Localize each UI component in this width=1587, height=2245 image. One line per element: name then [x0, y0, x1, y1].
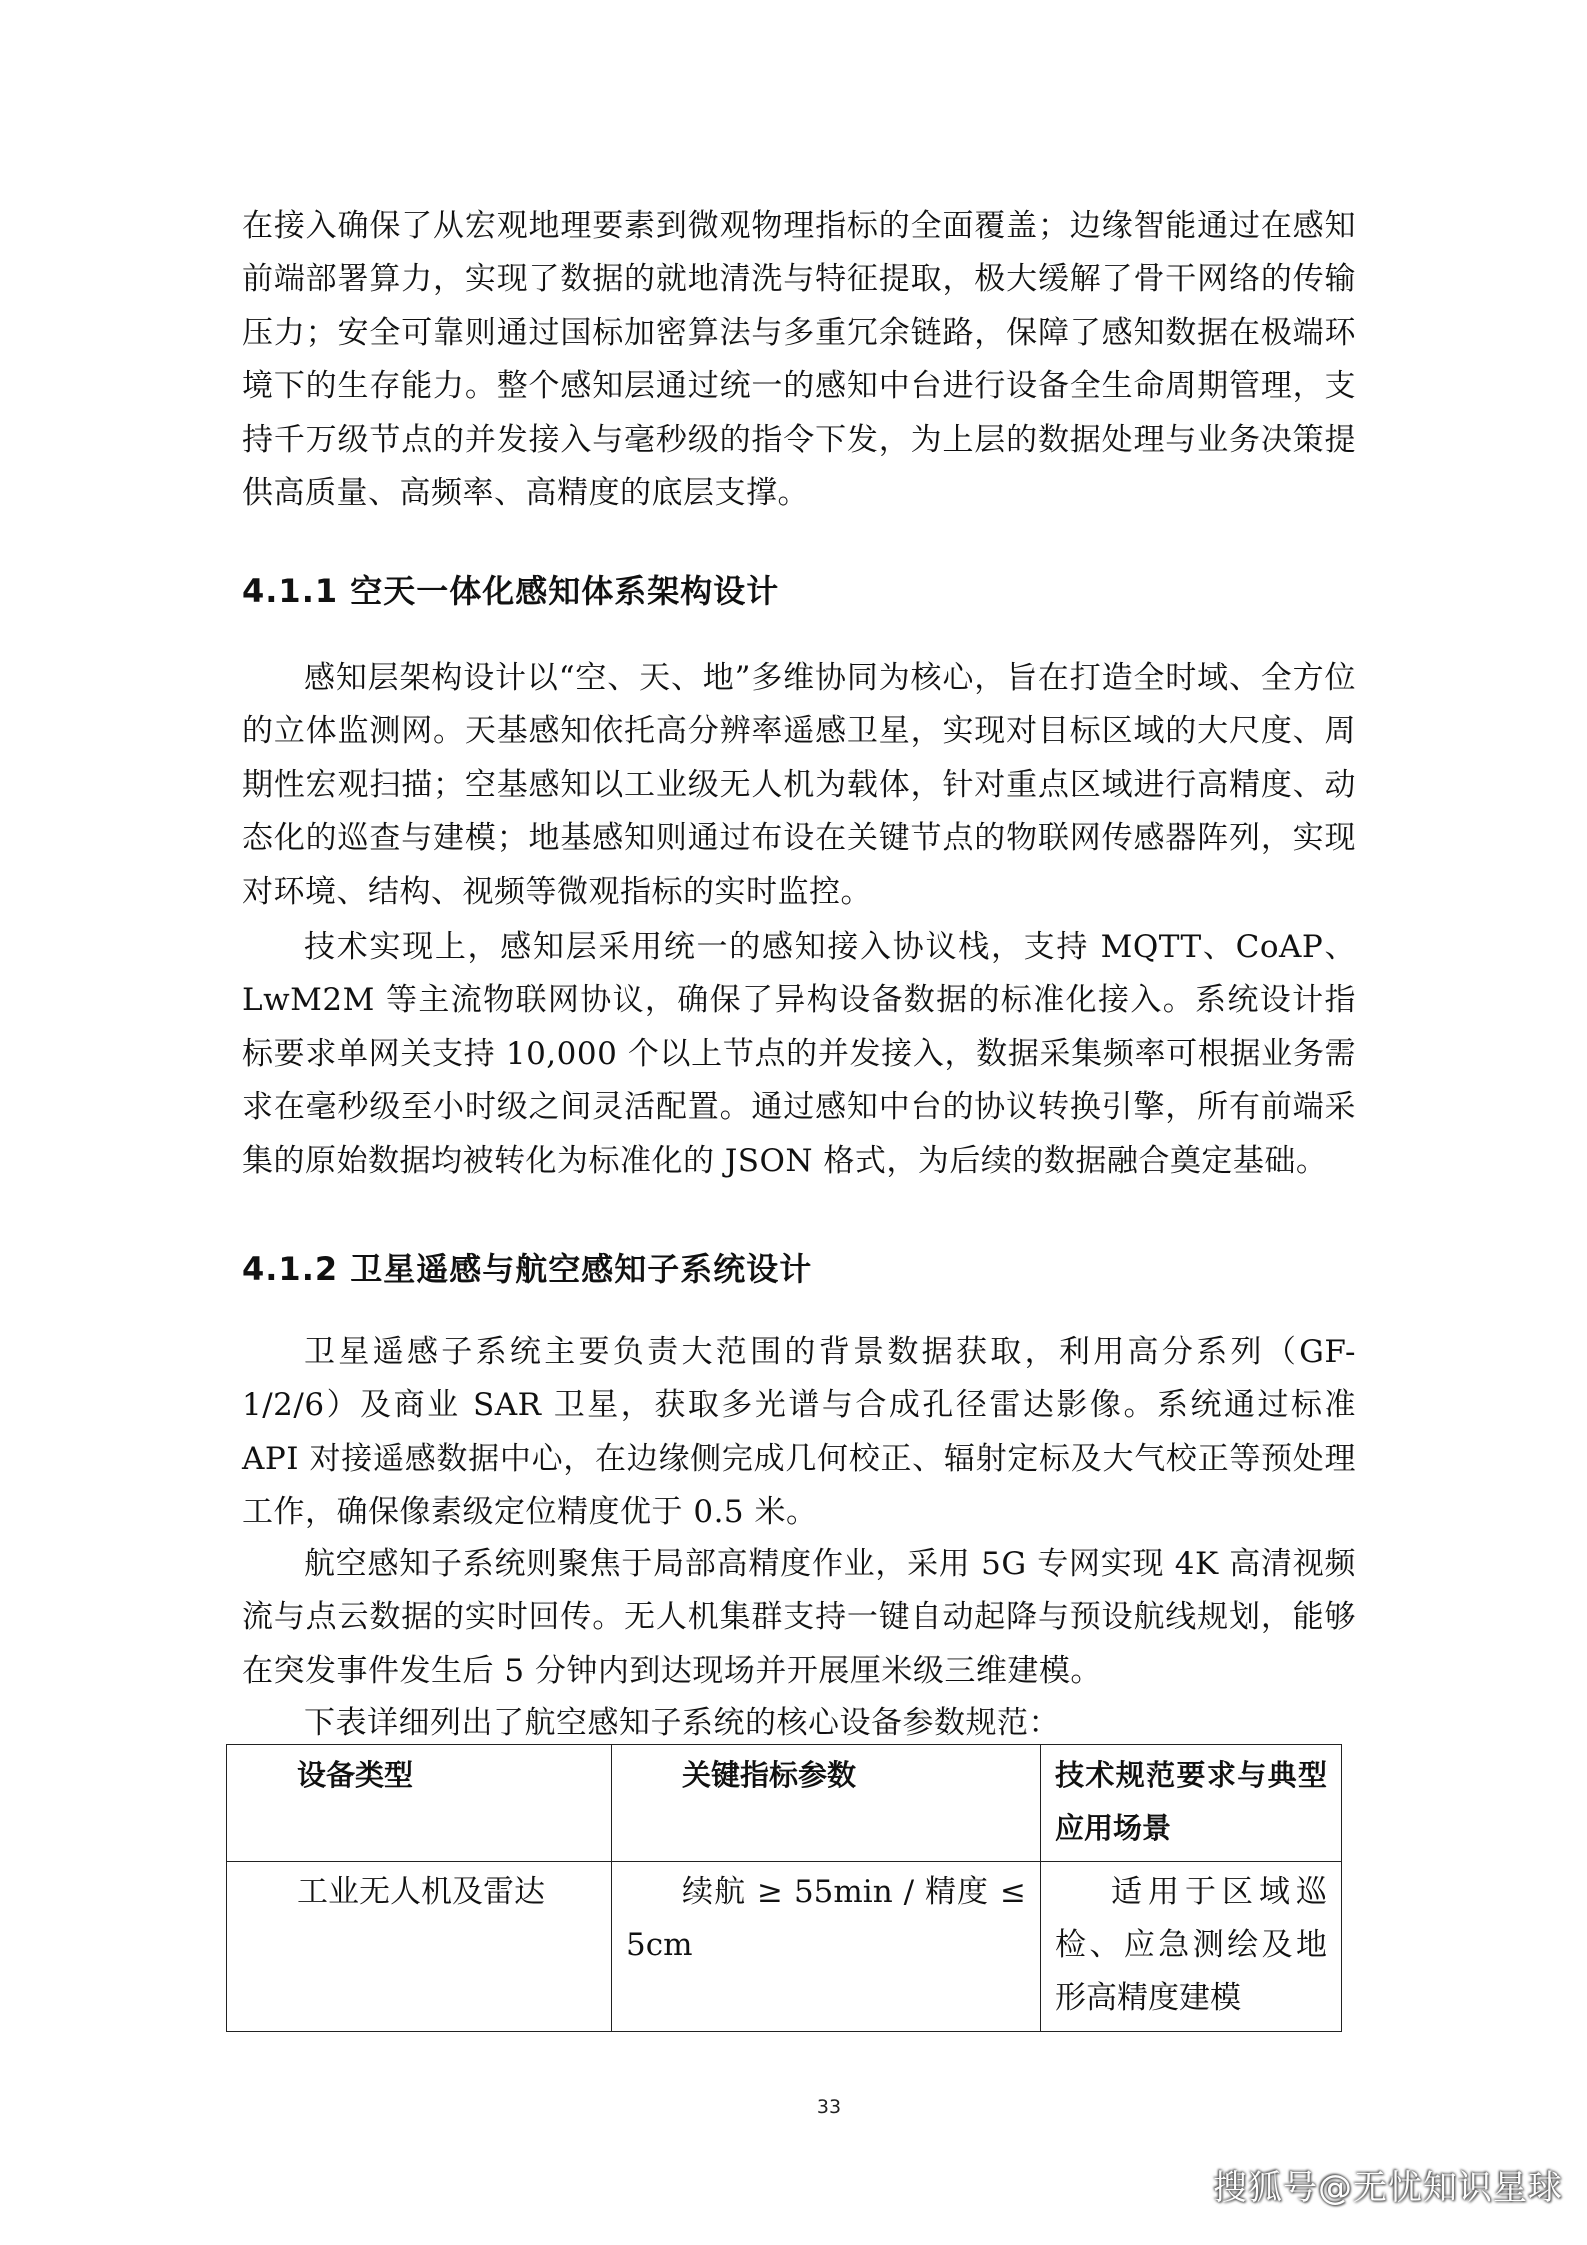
table-header-key-params: 关键指标参数 [612, 1745, 1041, 1862]
table-cell-spec-requirements: 适用于区域巡检、应急测绘及地形高精度建模 [1041, 1862, 1342, 2032]
source-watermark: 搜狐号@无忧知识星球 [1213, 2168, 1563, 2208]
section-heading-4-1-2: 4.1.2 卫星遥感与航空感知子系统设计 [242, 1250, 813, 1288]
table-row [227, 1862, 1342, 2032]
section-heading-4-1-1: 4.1.1 空天一体化感知体系架构设计 [242, 572, 780, 610]
paragraph-satellite-subsystem: 卫星遥感子系统主要负责大范围的背景数据获取，利用高分系列（GF-1/2/6）及商业 SAR 卫星，获取多光谱与合成孔径雷达影像。系统通过标准 API 对接遥感数据中心，在边缘侧完成几何校正、辐射定标及大气校正等预处理工作，确保像素级定位精度优于 0.5 米。 [242, 1334, 1356, 1531]
table-header-device-type: 设备类型 [227, 1745, 612, 1862]
paragraph-table-intro: 下表详细列出了航空感知子系统的核心设备参数规范： [304, 1705, 1060, 1741]
paragraph-technical-implementation: 技术实现上，感知层采用统一的感知接入协议栈，支持 MQTT、CoAP、LwM2M 等主流物联网协议，确保了异构设备数据的标准化接入。系统设计指标要求单网关支持 10,000 个以上节点的并发接入，数据采集频率可根据业务需求在毫秒级至小时级之间灵活配置。通过感知中台的协议转换引擎，所有前端采集的原始数据均被转化为标准化的 JSON 格式，为后续的数据融合奠定基础。 [242, 929, 1356, 1179]
table-cell-key-params: 续航 ≥ 55min / 精度 ≤ 5cm [612, 1862, 1041, 2032]
table-header-spec-requirements: 技术规范要求与典型应用场景 [1041, 1745, 1342, 1862]
page-number: 33 [816, 2096, 842, 2118]
paragraph-intro-continued: 在接入确保了从宏观地理要素到微观物理指标的全面覆盖；边缘智能通过在感知前端部署算力，实现了数据的就地清洗与特征提取，极大缓解了骨干网络的传输压力；安全可靠则通过国标加密算法与多重冗余链路，保障了感知数据在极端环境下的生存能力。整个感知层通过统一的感知中台进行设备全生命周期管理，支持千万级节点的并发接入与毫秒级的指令下发，为上层的数据处理与业务决策提供高质量、高频率、高精度的底层支撑。 [242, 208, 1356, 512]
table-header-row [227, 1745, 1342, 1862]
paragraph-aerial-subsystem: 航空感知子系统则聚焦于局部高精度作业，采用 5G 专网实现 4K 高清视频流与点云数据的实时回传。无人机集群支持一键自动起降与预设航线规划，能够在突发事件发生后 5 分钟内到达现场并开展厘米级三维建模。 [242, 1546, 1356, 1689]
equipment-spec-table [226, 1744, 1342, 2032]
paragraph-architecture-design: 感知层架构设计以“空、天、地”多维协同为核心，旨在打造全时域、全方位的立体监测网。天基感知依托高分辨率遥感卫星，实现对目标区域的大尺度、周期性宏观扫描；空基感知以工业级无人机为载体，针对重点区域进行高精度、动态化的巡查与建模；地基感知则通过布设在关键节点的物联网传感器阵列，实现对环境、结构、视频等微观指标的实时监控。 [242, 660, 1356, 910]
table-cell-device-type: 工业无人机及雷达 [227, 1862, 612, 2032]
